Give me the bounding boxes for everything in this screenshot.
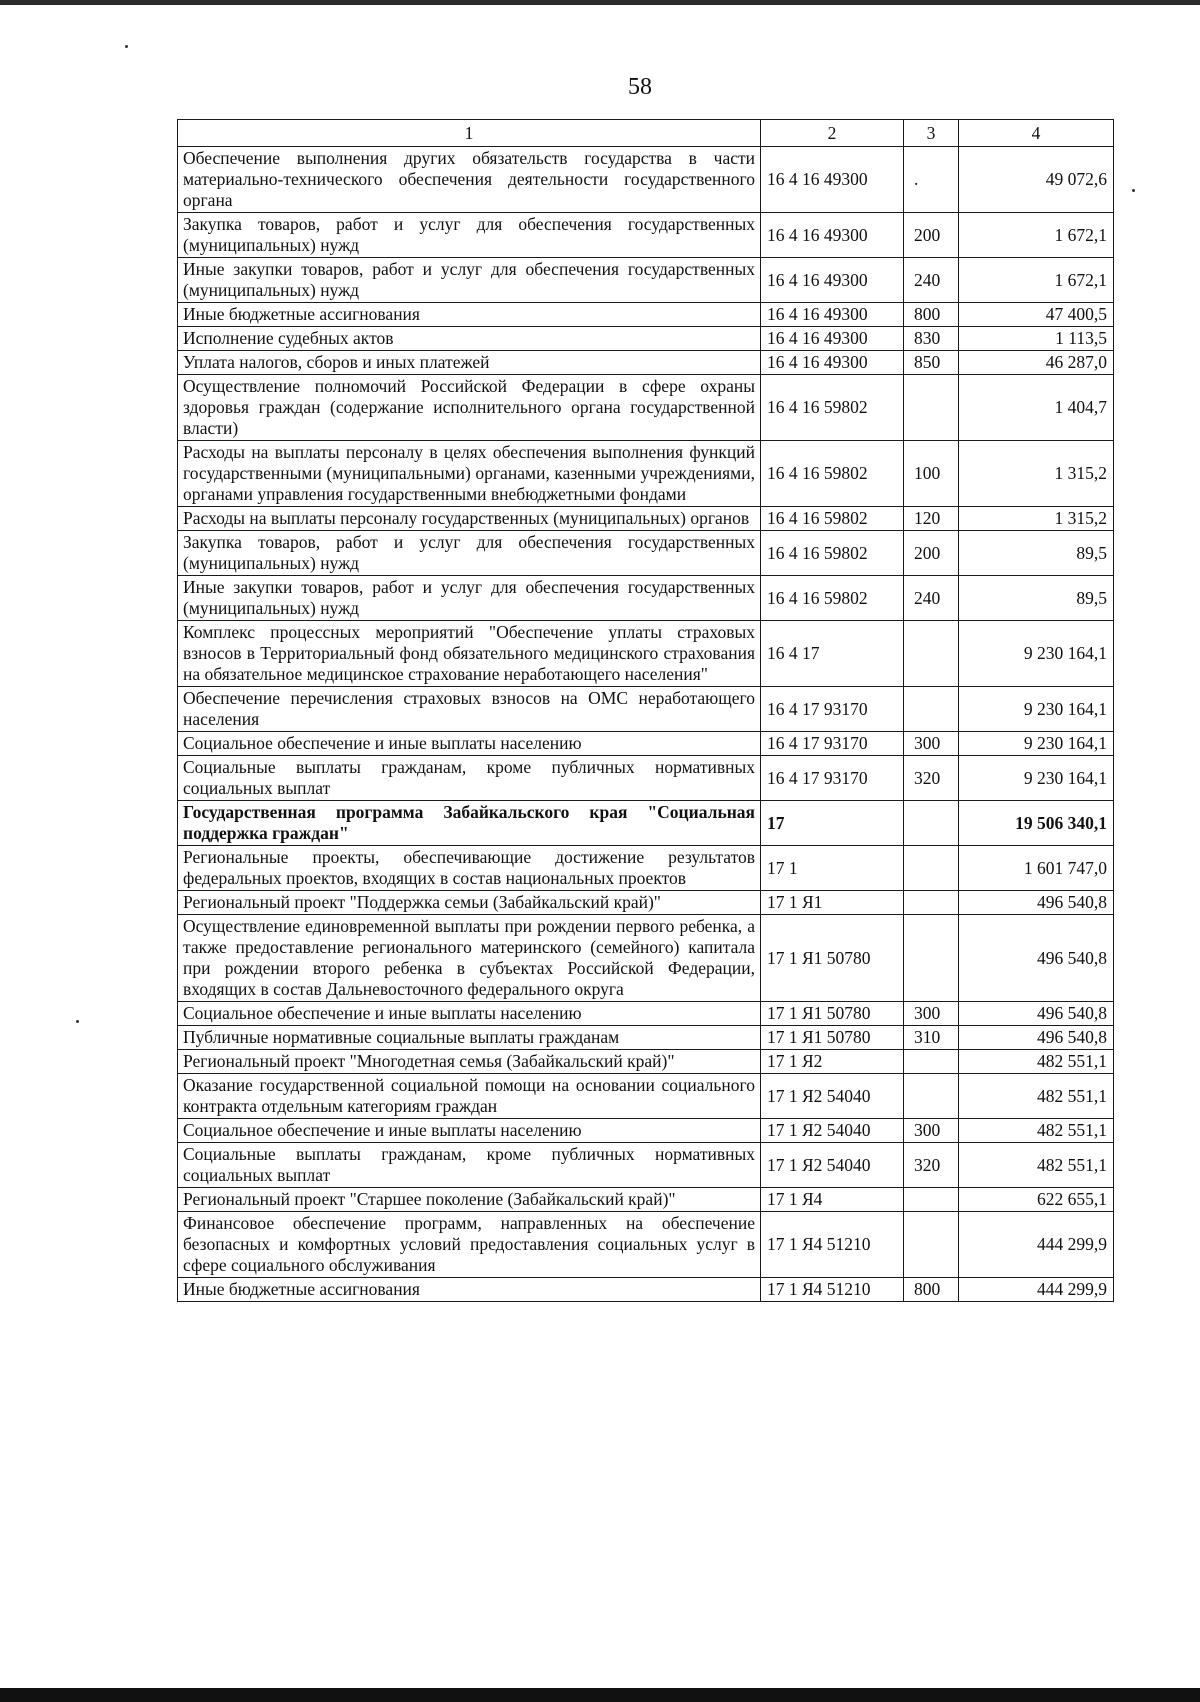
row-type-cell: [904, 915, 959, 1002]
row-amount-cell: 1 315,2: [959, 441, 1114, 507]
row-type-cell: [904, 1050, 959, 1074]
row-code-cell: 17 1 Я1 50780: [761, 1002, 904, 1026]
row-name-cell: Обеспечение перечисления страховых взносов на ОМС неработающего населения: [178, 687, 761, 732]
scan-speck: [76, 1020, 79, 1023]
row-type-cell: [904, 801, 959, 846]
table-row: [178, 687, 1114, 732]
table-row: [178, 258, 1114, 303]
table-row: [178, 1002, 1114, 1026]
row-type-cell: 240: [904, 258, 959, 303]
row-amount-cell: 482 551,1: [959, 1074, 1114, 1119]
row-amount-cell: 444 299,9: [959, 1278, 1114, 1302]
row-amount-cell: 9 230 164,1: [959, 756, 1114, 801]
row-name-cell: Публичные нормативные социальные выплаты гражданам: [178, 1026, 761, 1050]
table-row: [178, 915, 1114, 1002]
row-code-cell: 17 1 Я4 51210: [761, 1212, 904, 1278]
scan-speck: [1132, 189, 1135, 192]
row-name-cell: Иные закупки товаров, работ и услуг для обеспечения государственных (муниципальных) нужд: [178, 258, 761, 303]
row-code-cell: 17: [761, 801, 904, 846]
row-amount-cell: 1 672,1: [959, 258, 1114, 303]
row-amount-cell: 482 551,1: [959, 1143, 1114, 1188]
row-type-cell: 800: [904, 303, 959, 327]
row-amount-cell: 1 315,2: [959, 507, 1114, 531]
row-type-cell: 300: [904, 1002, 959, 1026]
row-amount-cell: 9 230 164,1: [959, 621, 1114, 687]
page-number: 58: [628, 74, 652, 100]
row-name-cell: Осуществление полномочий Российской Федерации в сфере охраны здоровья граждан (содержание исполнительного органа государственной власти): [178, 375, 761, 441]
row-type-cell: 850: [904, 351, 959, 375]
row-name-cell: Расходы на выплаты персоналу в целях обеспечения выполнения функций государственными (муниципальными) органами, казенными учреждениями, органами управления государственными внебюджетными фондами: [178, 441, 761, 507]
row-amount-cell: 496 540,8: [959, 1026, 1114, 1050]
row-name-cell: Оказание государственной социальной помощи на основании социального контракта отдельным категориям граждан: [178, 1074, 761, 1119]
table-row: [178, 1074, 1114, 1119]
row-type-cell: 320: [904, 756, 959, 801]
table-row: [178, 441, 1114, 507]
table-row: [178, 531, 1114, 576]
header-col-1: 1: [178, 120, 761, 147]
row-code-cell: 17 1 Я2: [761, 1050, 904, 1074]
row-code-cell: 17 1 Я1 50780: [761, 915, 904, 1002]
table-row: [178, 756, 1114, 801]
row-code-cell: 17 1 Я4: [761, 1188, 904, 1212]
row-name-cell: Осуществление единовременной выплаты при рождении первого ребенка, а также предоставление регионального материнского (семейного) капитала при рождении второго ребенка в субъектах Российской Федерации, входящих в состав Дальневосточного федерального округа: [178, 915, 761, 1002]
row-name-cell: Региональный проект "Старшее поколение (Забайкальский край)": [178, 1188, 761, 1212]
row-name-cell: Иные бюджетные ассигнования: [178, 303, 761, 327]
row-type-cell: 830: [904, 327, 959, 351]
row-amount-cell: 482 551,1: [959, 1119, 1114, 1143]
row-name-cell: Государственная программа Забайкальского края "Социальная поддержка граждан": [178, 801, 761, 846]
row-type-cell: 240: [904, 576, 959, 621]
row-type-cell: 310: [904, 1026, 959, 1050]
row-code-cell: 16 4 17 93170: [761, 756, 904, 801]
row-type-cell: 300: [904, 1119, 959, 1143]
row-name-cell: Исполнение судебных актов: [178, 327, 761, 351]
scan-bottom-edge: [0, 1688, 1200, 1702]
row-code-cell: 16 4 16 49300: [761, 303, 904, 327]
table-row: [178, 621, 1114, 687]
row-amount-cell: 496 540,8: [959, 915, 1114, 1002]
row-type-cell: [904, 687, 959, 732]
header-col-3: 3: [904, 120, 959, 147]
header-col-2: 2: [761, 120, 904, 147]
row-amount-cell: 1 113,5: [959, 327, 1114, 351]
row-amount-cell: 47 400,5: [959, 303, 1114, 327]
row-code-cell: 16 4 17 93170: [761, 687, 904, 732]
row-name-cell: Социальное обеспечение и иные выплаты населению: [178, 1119, 761, 1143]
table-row: [178, 507, 1114, 531]
row-type-cell: [904, 1188, 959, 1212]
row-type-cell: 800: [904, 1278, 959, 1302]
table-row: [178, 213, 1114, 258]
row-type-cell: .: [904, 147, 959, 213]
row-name-cell: Иные бюджетные ассигнования: [178, 1278, 761, 1302]
row-code-cell: 17 1: [761, 846, 904, 891]
table-row: [178, 846, 1114, 891]
row-type-cell: 200: [904, 213, 959, 258]
row-name-cell: Социальное обеспечение и иные выплаты населению: [178, 1002, 761, 1026]
table-row: [178, 351, 1114, 375]
table-row: [178, 1188, 1114, 1212]
row-name-cell: Расходы на выплаты персоналу государственных (муниципальных) органов: [178, 507, 761, 531]
row-type-cell: 320: [904, 1143, 959, 1188]
table-row: [178, 576, 1114, 621]
scan-top-edge: [0, 0, 1200, 5]
table-row: [178, 732, 1114, 756]
row-code-cell: 17 1 Я2 54040: [761, 1119, 904, 1143]
table-row: [178, 1050, 1114, 1074]
row-code-cell: 17 1 Я4 51210: [761, 1278, 904, 1302]
row-name-cell: Иные закупки товаров, работ и услуг для обеспечения государственных (муниципальных) нужд: [178, 576, 761, 621]
row-code-cell: 16 4 16 49300: [761, 327, 904, 351]
row-code-cell: 16 4 17 93170: [761, 732, 904, 756]
row-name-cell: Региональный проект "Поддержка семьи (Забайкальский край)": [178, 891, 761, 915]
table-row: [178, 303, 1114, 327]
row-amount-cell: 496 540,8: [959, 1002, 1114, 1026]
row-code-cell: 16 4 16 59802: [761, 507, 904, 531]
table-row: [178, 1026, 1114, 1050]
table-row: [178, 1119, 1114, 1143]
row-type-cell: [904, 1074, 959, 1119]
row-type-cell: [904, 375, 959, 441]
row-amount-cell: 49 072,6: [959, 147, 1114, 213]
row-code-cell: 16 4 16 49300: [761, 147, 904, 213]
row-amount-cell: 89,5: [959, 576, 1114, 621]
row-code-cell: 16 4 16 59802: [761, 576, 904, 621]
table-row: [178, 1212, 1114, 1278]
row-code-cell: 16 4 16 49300: [761, 213, 904, 258]
row-type-cell: [904, 621, 959, 687]
scan-speck: [125, 45, 128, 48]
row-type-cell: 100: [904, 441, 959, 507]
row-code-cell: 16 4 16 59802: [761, 531, 904, 576]
row-code-cell: 17 1 Я1: [761, 891, 904, 915]
row-amount-cell: 9 230 164,1: [959, 687, 1114, 732]
row-code-cell: 16 4 16 59802: [761, 441, 904, 507]
row-name-cell: Социальные выплаты гражданам, кроме публичных нормативных социальных выплат: [178, 756, 761, 801]
table-row: [178, 891, 1114, 915]
row-name-cell: Социальное обеспечение и иные выплаты населению: [178, 732, 761, 756]
row-amount-cell: 1 601 747,0: [959, 846, 1114, 891]
row-code-cell: 16 4 16 59802: [761, 375, 904, 441]
row-code-cell: 16 4 16 49300: [761, 351, 904, 375]
table-row: [178, 801, 1114, 846]
row-amount-cell: 496 540,8: [959, 891, 1114, 915]
row-name-cell: Уплата налогов, сборов и иных платежей: [178, 351, 761, 375]
row-amount-cell: 9 230 164,1: [959, 732, 1114, 756]
row-name-cell: Закупка товаров, работ и услуг для обеспечения государственных (муниципальных) нужд: [178, 531, 761, 576]
row-type-cell: [904, 891, 959, 915]
row-name-cell: Социальные выплаты гражданам, кроме публичных нормативных социальных выплат: [178, 1143, 761, 1188]
row-amount-cell: 1 404,7: [959, 375, 1114, 441]
row-type-cell: 120: [904, 507, 959, 531]
table-row: [178, 1278, 1114, 1302]
row-type-cell: [904, 846, 959, 891]
row-amount-cell: 622 655,1: [959, 1188, 1114, 1212]
budget-table: [177, 119, 1114, 1302]
row-type-cell: [904, 1212, 959, 1278]
row-name-cell: Закупка товаров, работ и услуг для обеспечения государственных (муниципальных) нужд: [178, 213, 761, 258]
row-amount-cell: 19 506 340,1: [959, 801, 1114, 846]
row-code-cell: 16 4 16 49300: [761, 258, 904, 303]
table-row: [178, 1143, 1114, 1188]
header-col-4: 4: [959, 120, 1114, 147]
row-name-cell: Региональные проекты, обеспечивающие достижение результатов федеральных проектов, входящих в состав национальных проектов: [178, 846, 761, 891]
table-row: [178, 375, 1114, 441]
row-code-cell: 17 1 Я2 54040: [761, 1074, 904, 1119]
row-amount-cell: 482 551,1: [959, 1050, 1114, 1074]
row-name-cell: Финансовое обеспечение программ, направленных на обеспечение безопасных и комфортных условий предоставления социальных услуг в сфере социального обслуживания: [178, 1212, 761, 1278]
row-code-cell: 17 1 Я1 50780: [761, 1026, 904, 1050]
row-code-cell: 16 4 17: [761, 621, 904, 687]
row-amount-cell: 46 287,0: [959, 351, 1114, 375]
table-row: [178, 147, 1114, 213]
row-amount-cell: 89,5: [959, 531, 1114, 576]
row-code-cell: 17 1 Я2 54040: [761, 1143, 904, 1188]
row-name-cell: Региональный проект "Многодетная семья (Забайкальский край)": [178, 1050, 761, 1074]
row-name-cell: Комплекс процессных мероприятий "Обеспечение уплаты страховых взносов в Территориальный фонд обязательного медицинского страхования на обязательное медицинское страхование неработающего населения": [178, 621, 761, 687]
table-header-row: [178, 120, 1114, 147]
row-name-cell: Обеспечение выполнения других обязательств государства в части материально-технического обеспечения деятельности государственного органа: [178, 147, 761, 213]
row-type-cell: 200: [904, 531, 959, 576]
row-amount-cell: 444 299,9: [959, 1212, 1114, 1278]
row-amount-cell: 1 672,1: [959, 213, 1114, 258]
row-type-cell: 300: [904, 732, 959, 756]
table-row: [178, 327, 1114, 351]
